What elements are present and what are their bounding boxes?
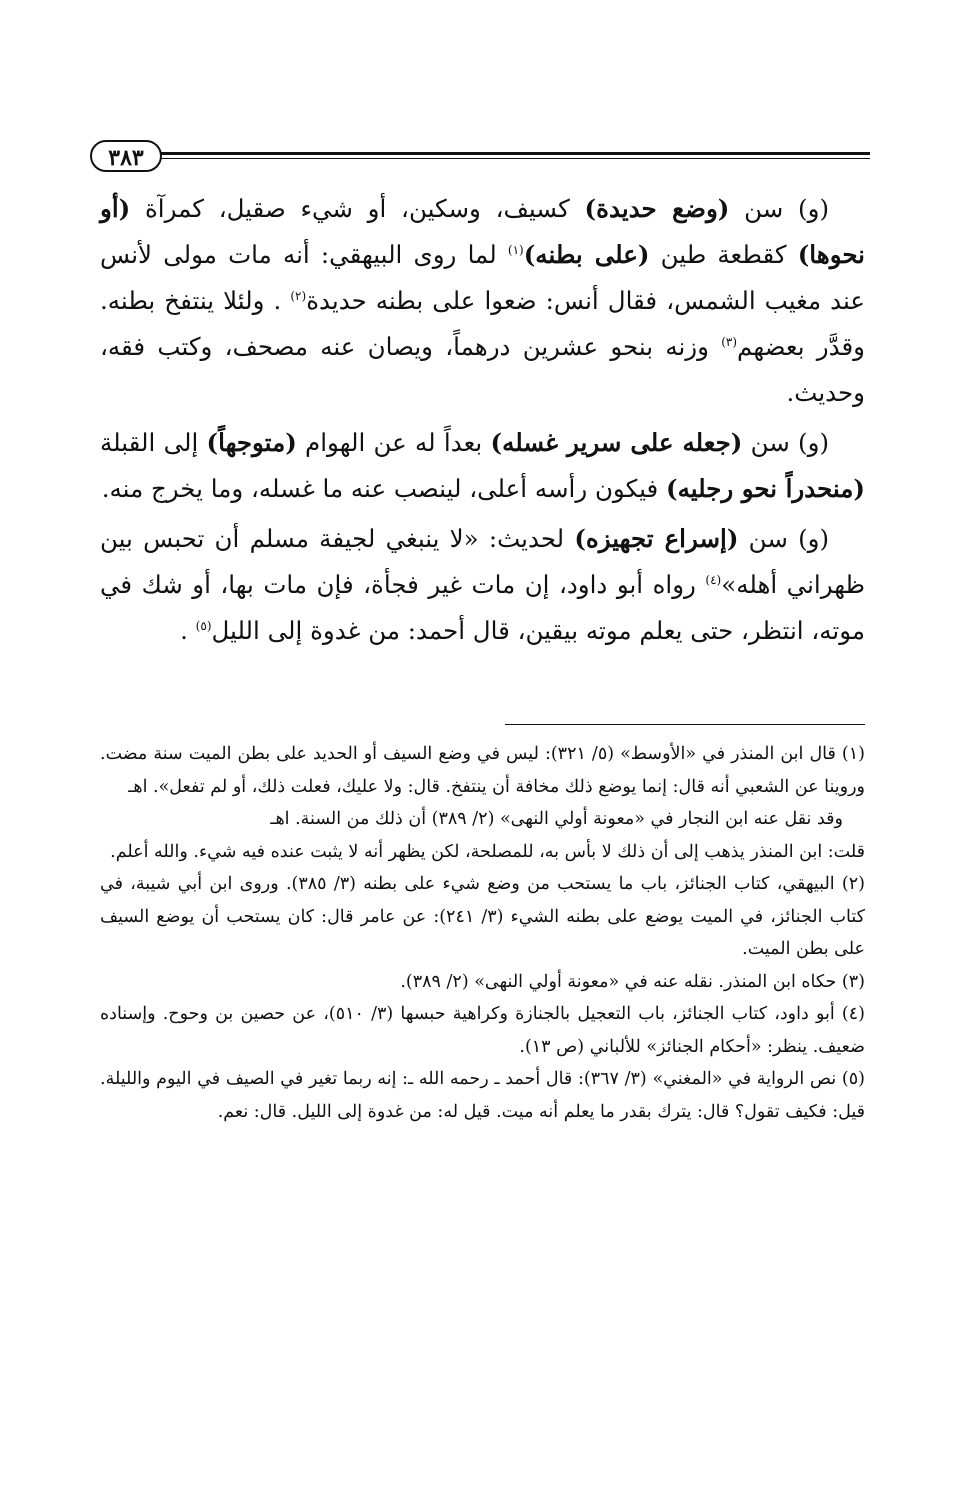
- commentary-text: (و) سن: [742, 428, 829, 457]
- page-number: ٣٨٣: [90, 140, 162, 172]
- commentary-text: كسيف، وسكين، أو شيء صقيل، كمرآة: [130, 194, 585, 223]
- commentary-text: . ولئلا ينتفخ بطنه. وقدَّر بعضهم: [100, 286, 865, 361]
- matn-phrase: (أو نحوها): [100, 194, 865, 269]
- matn-phrase: (وضع حديدة): [584, 194, 730, 223]
- footnote-ref: (٤): [705, 572, 722, 587]
- commentary-text: لما روى البيهقي: أنه مات مولى لأنس عند مغيب الشمس، فقال أنس: ضعوا على بطنه حديدة: [100, 240, 865, 315]
- footnote-1-continuation: وقد نقل عنه ابن النجار في «معونة أولي النهى» (٢/ ٣٨٩) أن ذلك من السنة. اهـ: [270, 809, 843, 829]
- matn-phrase: (جعله على سرير غسله): [490, 428, 743, 457]
- commentary-text: وزنه بنحو عشرين درهماً، ويصان عنه مصحف، وكتب فقه، وحديث.: [100, 332, 865, 407]
- header-rule-thin: [156, 158, 870, 159]
- page-header: [90, 140, 870, 174]
- footnote-4: (٤) أبو داود، كتاب الجنائز، باب التعجيل بالجنازة وكراهية حبسها (٣/ ٥١٠)، عن حصين بن وحوح. وإسناده ضعيف. ينظر: «أحكام الجنائز» للألباني (ص ١٣).: [100, 1004, 865, 1057]
- matn-phrase: (على بطنه): [523, 240, 650, 269]
- commentary-text: (و) سن: [729, 194, 829, 223]
- footnote-1-comment: قلت: ابن المنذر يذهب إلى أن ذلك لا بأس به، للمصلحة، لكن يظهر أنه لا يثبت عنده فيه شيء. والله أعلم.: [110, 841, 865, 862]
- commentary-text: (و) سن: [738, 524, 830, 553]
- paragraph-1: [100, 186, 865, 416]
- footnotes: [100, 738, 865, 1128]
- paragraph-3: [100, 516, 865, 654]
- commentary-text: بعداً له عن الهوام: [296, 428, 491, 457]
- matn-phrase: (متوجهاً): [206, 428, 297, 457]
- commentary-text: .: [180, 616, 196, 645]
- footnote-ref: (٥): [195, 618, 212, 633]
- footnote-ref: (٢): [290, 288, 307, 303]
- header-rule-thick: [156, 152, 870, 155]
- commentary-text: لحديث: «لا ينبغي لجيفة مسلم أن تحبس بين ظهراني أهله»: [100, 524, 866, 599]
- paragraph-2: [100, 420, 865, 512]
- commentary-text: رواه أبو داود، إن مات غير فجأة، فإن مات بها، أو شك في موته، انتظر، حتى يعلم موته بيقين، قال أحمد: من غدوة إلى الليل: [100, 570, 865, 645]
- footnote-separator: [505, 724, 865, 725]
- main-text: [100, 186, 865, 658]
- footnote-2: (٢) البيهقي، كتاب الجنائز، باب ما يستحب من وضع شيء على بطنه (٣/ ٣٨٥). وروى ابن أبي شيبة، في كتاب الجنائز، في الميت يوضع على بطنه الشيء (٣/ ٢٤١): عن عامر قال: كان يستحب أن يوضع السيف على بطن الميت.: [100, 874, 865, 959]
- footnote-ref: (٣): [721, 334, 738, 349]
- commentary-text: إلى القبلة: [100, 428, 207, 457]
- footnote-3: (٣) حكاه ابن المنذر. نقله عنه في «معونة أولي النهى» (٢/ ٣٨٩).: [400, 971, 865, 992]
- footnote-ref: (١): [507, 242, 524, 257]
- footnote-1: (١) قال ابن المنذر في «الأوسط» (٥/ ٣٢١): ليس في وضع السيف أو الحديد على بطن الميت سنة مضت. وروينا عن الشعبي أنه قال: إنما يوضع ذلك مخافة أن ينتفخ. قال: ولا عليك، فعلت ذلك، أو لم تفعل». اهـ: [100, 744, 865, 797]
- matn-phrase: (إسراع تجهيزه): [574, 524, 739, 553]
- commentary-text: كقطعة طين: [649, 240, 798, 269]
- commentary-text: فيكون رأسه أعلى، لينصب عنه ما غسله، وما يخرج منه.: [101, 474, 667, 503]
- matn-phrase: (منحدراً نحو رجليه): [666, 474, 865, 503]
- footnote-5: (٥) نص الرواية في «المغني» (٣/ ٣٦٧): قال أحمد ـ رحمه الله ـ: إنه ربما تغير في الصيف في اليوم والليلة. قيل: فكيف تقول؟ قال: يترك بقدر ما يعلم أنه ميت. قيل له: من غدوة إلى الليل. قال: نعم.: [100, 1069, 865, 1122]
